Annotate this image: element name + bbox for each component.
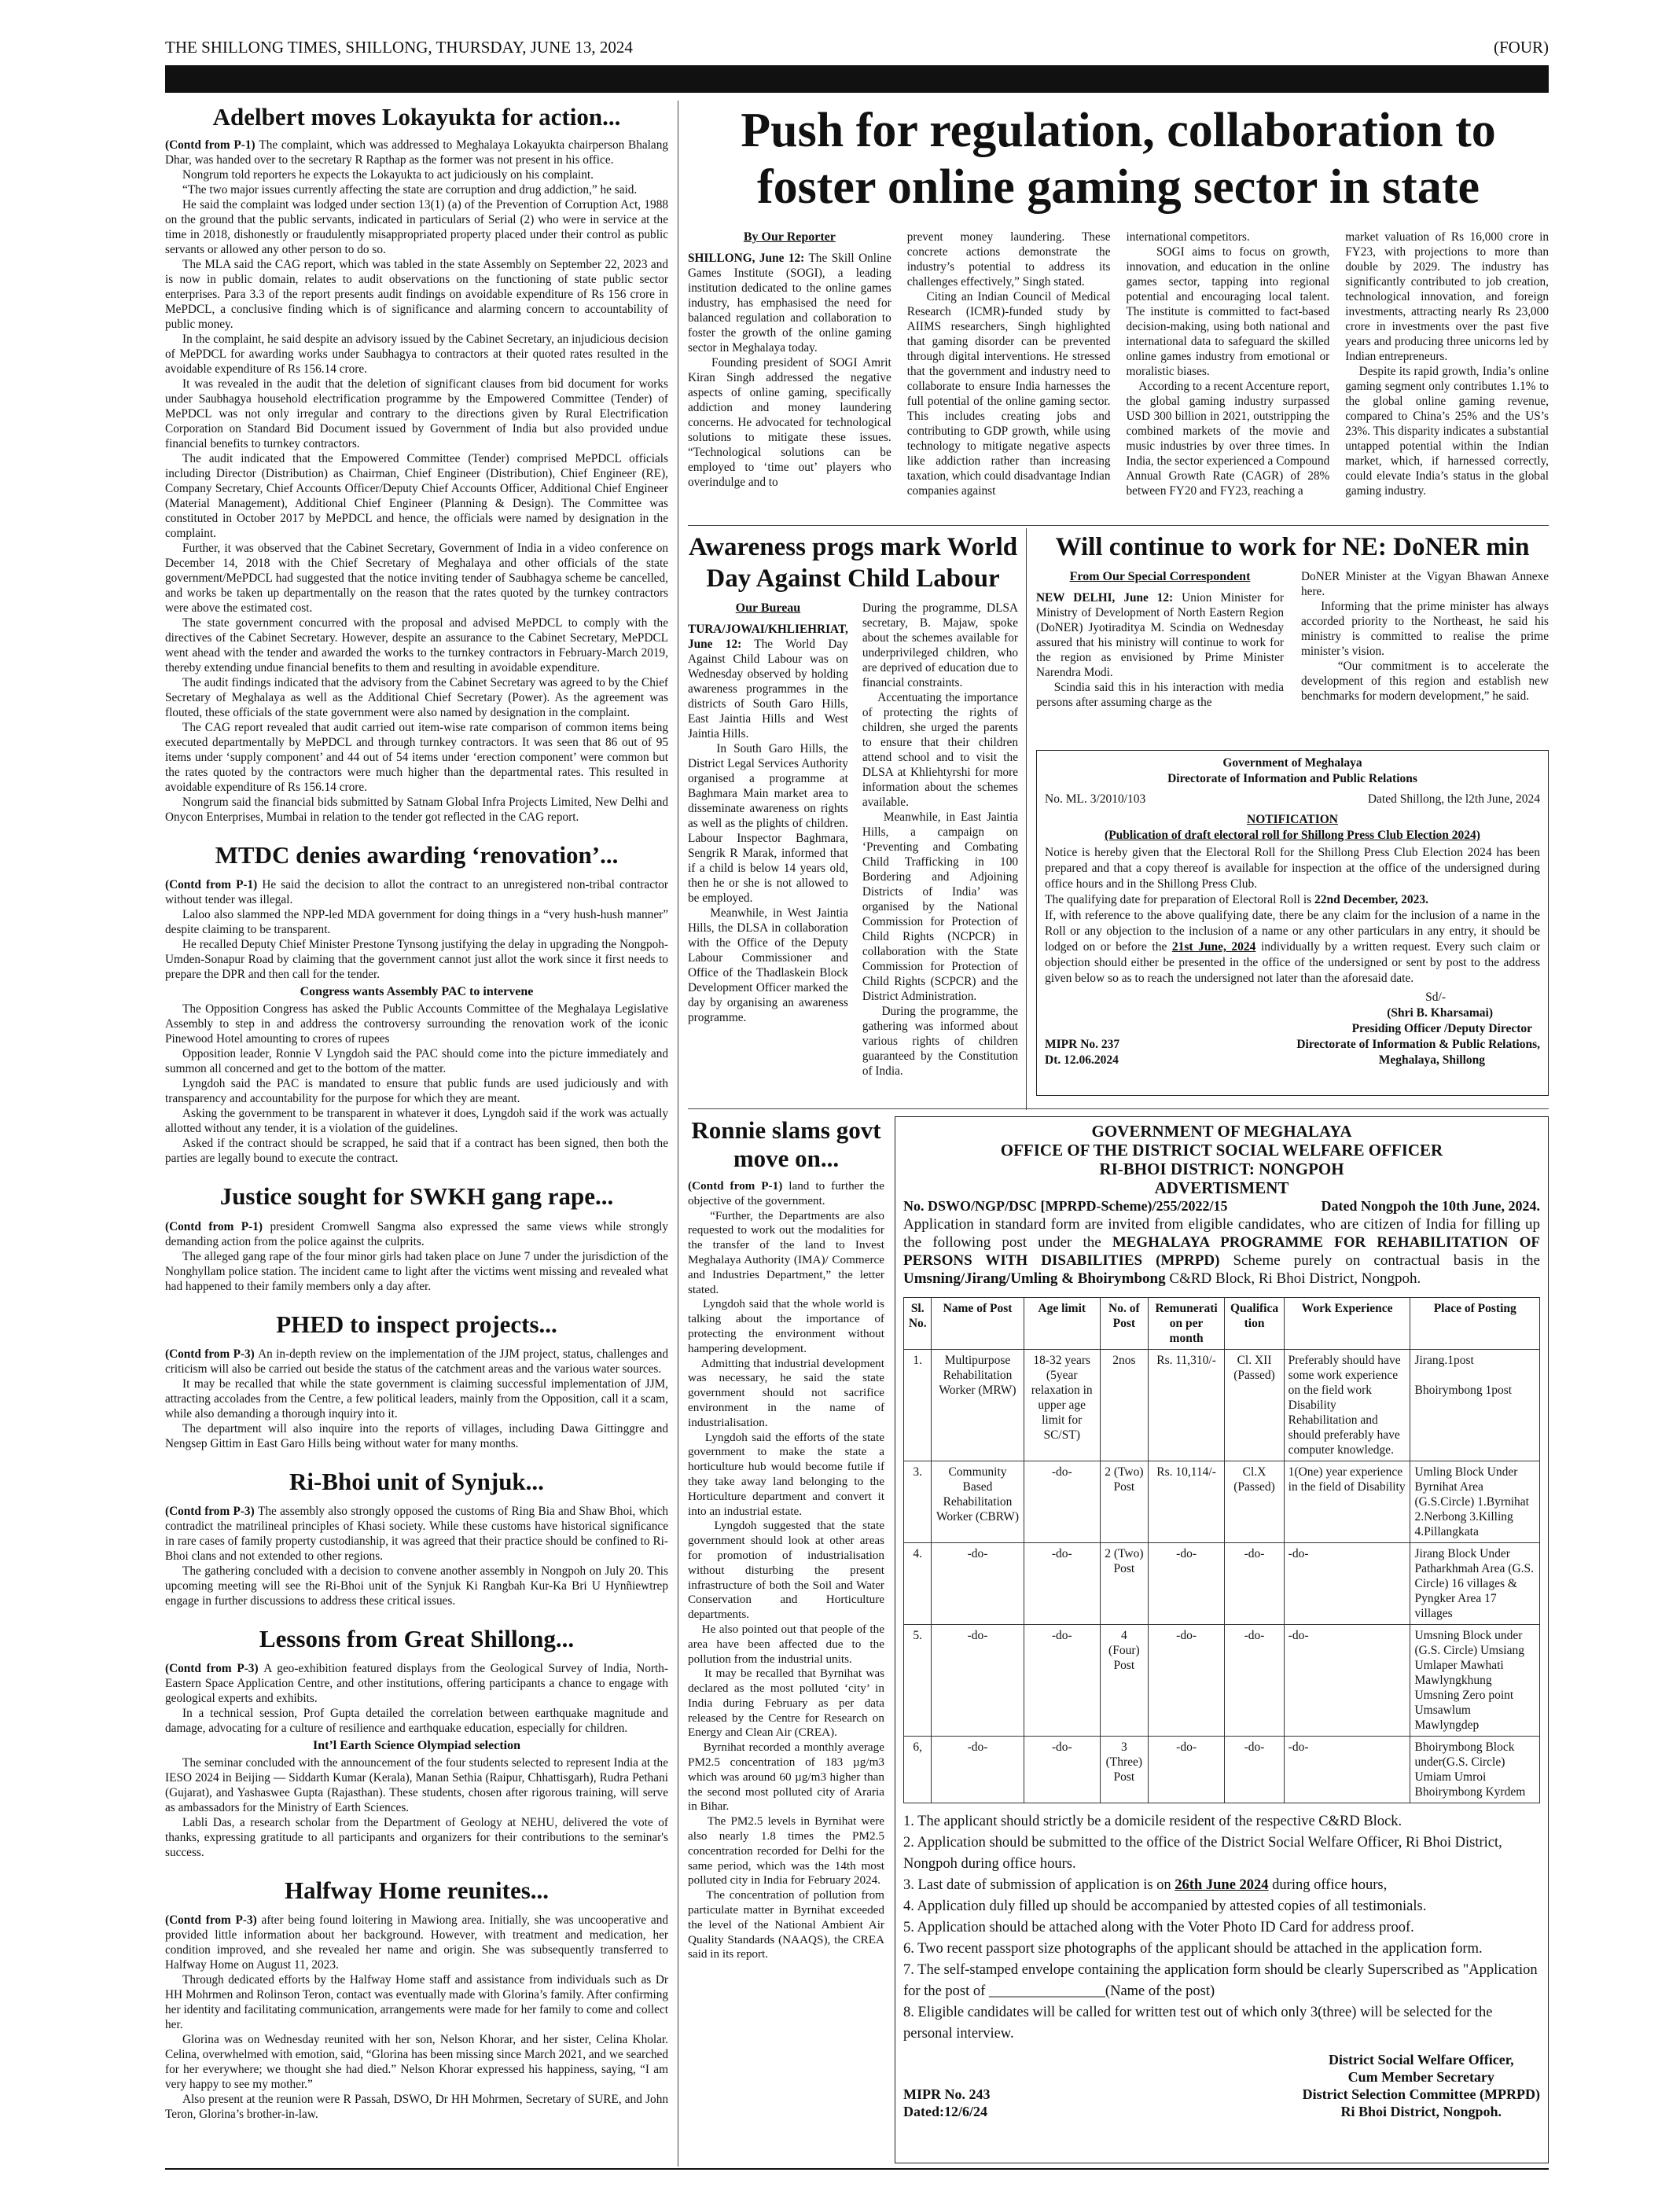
table-cell: 6, [904, 1737, 932, 1803]
story-subheading: Int’l Earth Science Olympiad selection [313, 1739, 520, 1753]
notif-place: Meghalaya, Shillong [1378, 1053, 1485, 1067]
story-paragraph: Nongrum told reporters he expects the Lokayukta to act judiciously on his complaint. [182, 168, 594, 182]
condition-item: 6. Two recent passport size photographs of the applicant should be attached in the application form. [903, 1941, 1483, 1957]
header-rule [165, 65, 1549, 93]
story-paragraph: The audit findings indicated that the advisory from the Cabinet Secretary was agreed to by the Chief Secretary of Meghalaya as well as the Additional Chief Secretary (Power). As the agreement was flouted, these officials of the state government were also named by designation in the complaint. [165, 676, 668, 720]
story-paragraph: In the complaint, he said despite an advisory issued by the Cabinet Secretary, an injudicious decision of MePDCL for awarding works under Saubhagya to contractors at their quoted rates resulted in the avoidable expenditure of Rs 156.14 crore. [165, 333, 668, 377]
story-paragraph: Asking the government to be transparent in whatever it does, Lyngdoh said if the work was actually allotted without any tender, it is a violation of the guidelines. [165, 1107, 668, 1136]
table-cell: -do- [1148, 1543, 1225, 1625]
table-cell: 1(One) year experience in the field of Disability [1284, 1461, 1410, 1543]
story-paragraph: The CAG report revealed that audit carried out item-wise rate comparison of common items being executed departmentally by MePDCL and through turnkey contractors. It was seen that 86 out of 95 items under ‘supply component’ and 44 out of 54 items under ‘erection component’ were common but the rates quoted by the contractors were much higher than the departmental rates. This resulted in avoidable expenditure of Rs 156.14 crore. [165, 721, 668, 795]
story-paragraph: In a technical session, Prof Gupta detailed the correlation between earthquake magnitude and damage, advocating for a culture of resilience and earthquake education, especially for children. [165, 1707, 668, 1736]
table-row [904, 1461, 1540, 1543]
story-paragraph: (Contd from P-3) The assembly also strongly opposed the customs of Ring Bia and Shaw Bhoi, which contradict the matrilineal principles of Khasi society. While these customs have historical significance in rare cases of family property custodianship, it was agreed that their practice should be confined to Ri-Bhoi clans and not extended to other regions. [165, 1504, 668, 1563]
adv-signer-role: Cum Member Secretary [1347, 2069, 1494, 2085]
table-cell: Cl. XII (Passed) [1225, 1350, 1284, 1461]
notif-body: Notice is hereby given that the Electoral Roll for the Shillong Press Club Election 2024 has been prepared and that a copy thereof is available for inspection at the office of the undersigned during office hours and in the Shillong Press Club. The qualifying date for preparation of Electoral Roll is 22nd December, 2023. If, with reference to the above qualifying date, there be any claim for the inclusion of a name in the Roll or any objection to the inclusion of a name or any other particulars in any entry, it should be lodged on or before the 21st June, 2024 individually by a written request. Every such claim or objection should either be presented in the office of the undersigned or sent by post to the address given below so as to reach the undersigned not later than the aforesaid date. [1045, 846, 1540, 985]
table-cell: -do- [932, 1625, 1024, 1737]
story-paragraph: The MLA said the CAG report, which was tabled in the state Assembly on September 22, 2023 and is now in public domain, relates to audit observations on the functioning of state public sector enterprises. Para 3.3 of the report presents audit findings on avoidable expenditure of Rs 156 crore in MePDCL, a conclusive finding which is of significance and alarming concern to accountability of public money. [165, 258, 668, 332]
story-headline: Ri-Bhoi unit of Synjuk... [289, 1467, 544, 1495]
adv-number: No. DSWO/NGP/DSC [MPRPD-Scheme)/255/2022/15 [903, 1198, 1228, 1214]
notif-heading: NOTIFICATION [1247, 813, 1338, 826]
adv-signer-place: Ri Bhoi District, Nongpoh. [1340, 2104, 1502, 2119]
table-header-cell: Name of Post [932, 1298, 1024, 1350]
text-column [1127, 230, 1330, 498]
story-paragraph: It was revealed in the audit that the deletion of significant clauses from bid document for works under Saubhagya household electrification programme by the Empowered Committee (Tender) of MePDCL was not only irregular and contrary to the directions given by Rural Electrification Corporation on Standard Bid Document issued by Government of India but also provided undue financial benefits to turnkey contractors. [165, 377, 668, 451]
notif-gov: Government of Meghalaya [1222, 756, 1362, 770]
adv-signer-committee: District Selection Committee (MPRPD) [1302, 2086, 1540, 2102]
child-labour-story [688, 531, 1018, 1079]
table-cell: 1. [904, 1350, 932, 1461]
story-paragraph: (Contd from P-1) He said the decision to allot the contract to an unregistered non-tribal contractor without tender was illegal. [165, 878, 668, 907]
story-paragraph: The state government concurred with the proposal and advised MePDCL to comply with the directives of the Cabinet Secretary. However, despite an assurance to the Cabinet Secretary, MePDCL went ahead with the tender and awarded the works to the turnkey contractors in February-March 2019, thereby extending undue financial benefits to them and resulting in avoidable expenditure. [165, 616, 668, 675]
story-headline: Halfway Home reunites... [284, 1876, 550, 1905]
column-text: DoNER Minister at the Vigyan Bhawan Annexe here. Informing that the prime minister has always accorded priority to the Northeast, he said his ministry is committed to realise the prime minister’s vision. “Our commitment is to accelerate the development of this region and establish new benchmarks for modern development,” he said. [1301, 570, 1549, 703]
table-header-cell: Remunerati on per month [1148, 1298, 1225, 1350]
text-column [1345, 230, 1549, 498]
story-paragraph: Through dedicated efforts by the Halfway Home staff and assistance from individuals such as Dr HH Mohrmen and Rolinson Teron, contact was eventually made with Glorina’s family. After confirming her identity and facilitating communication, arrangements were made for her family to come and collect her. [165, 1973, 668, 2032]
story-paragraph: The seminar concluded with the announcement of the four students selected to represent India at the IESO 2024 in Beijing — Siddarth Kumar (Kerala), Manan Sethia (Raipur, Chhattisgarh), Rudra Pethani (Gujarat), and Yashaswee Gupta (Rajasthan). These students, chosen after rigorous training, will serve as ambassadors for the Ministry of Earth Sciences. [165, 1756, 668, 1815]
story-paragraph: (Contd from P-1) president Cromwell Sangma also expressed the same views while strongly demanding action from the police against the culprits. [165, 1219, 668, 1248]
lead-body [688, 230, 1549, 498]
table-cell: -do- [1284, 1543, 1410, 1625]
footer-rule [165, 2168, 1549, 2170]
section-rule [688, 525, 1549, 526]
table-cell: -do- [1225, 1737, 1284, 1803]
condition-item: 8. Eligible candidates will be called for written test out of which only 3(three) will be selected for the personal interview. [903, 2005, 1493, 2042]
table-cell: Multipurpose Rehabilitation Worker (MRW) [932, 1350, 1024, 1461]
doner-body [1036, 569, 1549, 710]
adv-office: OFFICE OF THE DISTRICT SOCIAL WELFARE OFFICER [1000, 1141, 1443, 1160]
section-rule [688, 1108, 1549, 1109]
table-cell: 5. [904, 1625, 932, 1737]
story-paragraph: Labli Das, a research scholar from the Department of Geology at NEHU, delivered the vote of thanks, expressing gratitude to all participants and organizers for their contributions to the seminar's success. [165, 1816, 668, 1860]
table-row [904, 1737, 1540, 1803]
table-cell: Jirang Block Under Patharkhmah Area (G.S. Circle) 16 villages & Pyngker Area 17 villages [1410, 1543, 1540, 1625]
table-header-cell: Sl. No. [904, 1298, 932, 1350]
story-paragraph: Glorina was on Wednesday reunited with her son, Nelson Khorar, and her sister, Celina Kholar. Celina, overwhelmed with emotion, said, “Glorina has been missing since March 2021, and we searched for her everywhere; we thought she had died.” Nelson Khorar expressed his happiness, saying, “I am very happy to see my mother.” [165, 2033, 668, 2092]
column-text: prevent money laundering. These concrete actions demonstrate the industry’s potential to address its challenges effectively,” Singh stated. Citing an Indian Council of Medical Research (ICMR)-funded study by AIIMS researchers, Singh highlighted that gaming disorder can be prevented through digital interventions. He stressed that the government and industry need to collaborate to ensure India harnesses the full potential of the online gaming sector. This includes creating jobs and contributing to GDP growth, while using technology to mitigate negative aspects like addiction rather than increasing taxation, which could disadvantage Indian companies against [906, 230, 1111, 498]
condition-item: 5. Application should be attached along with the Voter Photo ID Card for address proof. [903, 1920, 1414, 1935]
child-labour-headline: Awareness progs mark World Day Against Child Labour [688, 533, 1018, 593]
table-cell: Community Based Rehabilitation Worker (CBRW) [932, 1461, 1024, 1543]
story-paragraph: The gathering concluded with a decision to convene another assembly in Nongpoh on July 20. This upcoming meeting will see the Ri-Bhoi unit of the Synjuk Ki Rangbah Kur-Ka Bri U Hynñiewtrep engage in further discussions to address these critical issues. [165, 1564, 668, 1608]
contd-label: (Contd from P-3) [165, 1662, 264, 1676]
story-paragraph: He recalled Deputy Chief Minister Prestone Tynsong justifying the delay in upgrading the Nongpoh-Umden-Sonapur Road by claiming that the government cannot just allot the work since it first needs to prepare the DPR and then call for the tender. [165, 938, 668, 982]
story-paragraph: (Contd from P-1) The complaint, which was addressed to Meghalaya Lokayukta chairperson Bhalang Dhar, was handed over to the secretary R Rapthap as the former was not present in his office. [165, 138, 668, 167]
contd-label: (Contd from P-3) [165, 1504, 258, 1518]
table-cell: -do- [1024, 1543, 1100, 1625]
adv-title: ADVERTISMENT [1154, 1178, 1289, 1197]
lead-story [688, 102, 1549, 498]
byline: Our Bureau [735, 601, 801, 615]
contd-label: (Contd from P-3) [165, 1347, 259, 1361]
story-headline: Lessons from Great Shillong... [259, 1624, 575, 1652]
table-cell: 3 (Three) Post [1100, 1737, 1148, 1803]
story-paragraph: The audit indicated that the Empowered Committee (Tender) comprised MePDCL officials including Director (Distribution) as Chairman, Chief Engineer (Distribution), Chief Engineer (RE), Company Secretary, Chief Accounts Officer/Deputy Chief Accounts Officer, Additional Chief Engineer (Material Management), Additional Chief Engineer (Planning & Design). The Committee was constituted in October 2017 by MePDCL and hence, the officials were named by designation in the complaint. [165, 452, 668, 541]
lead-headline: Push for regulation, collaboration to foster online gaming sector in state [741, 104, 1496, 214]
condition-item: 4. Application duly filled up should be accompanied by attested copies of all testimonials. [903, 1898, 1427, 1914]
notif-subheading: (Publication of draft electoral roll for Shillong Press Club Election 2024) [1105, 829, 1480, 842]
table-cell: Umsning Block under (G.S. Circle) Umsiang Umlaper Mawhati Mawlyngkhung Umsning Zero point Umsawlum Mawlyngdep [1410, 1625, 1540, 1737]
story-headline: PHED to inspect projects... [276, 1310, 557, 1338]
table-header-cell: Place of Posting [1410, 1298, 1540, 1350]
story-paragraph: Asked if the contract should be scrapped, he said that if a contract has been signed, then both the parties are legally bound to execute the contract. [165, 1137, 668, 1166]
doner-headline: Will continue to work for NE: DoNER min [1055, 533, 1530, 561]
table-row [904, 1543, 1540, 1625]
table-cell: -do- [1225, 1543, 1284, 1625]
table-header-cell: No. of Post [1100, 1298, 1148, 1350]
table-cell: -do- [1284, 1625, 1410, 1737]
ronnie-headline: Ronnie slams govt move on... [691, 1116, 881, 1172]
story-paragraph: He said the complaint was lodged under section 13(1) (a) of the Prevention of Corruption Act, 1988 on the ground that the public servants, indicated in particulars of Serial (2) who were in service at the time in 2018, dishonestly or fraudulently misappropriated property placed under their control as public servants or allowed any other person to do so. [165, 198, 668, 257]
story-paragraph: Lyngdoh said the PAC is mandated to ensure that public funds are used judiciously and with transparency and accountability for the purpose for which they are meant. [165, 1077, 668, 1106]
contd-label: (Contd from P-1) [165, 878, 263, 892]
adv-district: RI-BHOI DISTRICT: NONGPOH [1099, 1160, 1344, 1178]
page-number: (FOUR) [1493, 37, 1549, 57]
table-cell: -do- [932, 1543, 1024, 1625]
contd-label: (Contd from P-1) [165, 138, 259, 153]
text-column [862, 601, 1018, 1079]
byline: From Our Special Correspondent [1069, 570, 1251, 583]
table-header-row [904, 1298, 1540, 1350]
table-cell: -do- [1148, 1625, 1225, 1737]
ronnie-body: (Contd from P-1) land to further the objective of the government. “Further, the Departments are also requested to work out the modalities for the transfer of the land to Invest Meghalaya Authority (IMA)/ Commerce and Industries Department,” the letter stated. Lyngdoh said that the whole world is talking about the importance of protecting the environment without hampering development. Admitting that industrial development was necessary, he said the state government should not sacrifice environment in the name of industrialisation. Lyngdoh said the efforts of the state government to make the state a horticulture hub would become futile if they take away land belonging to the Horticulture department and convert it into an industrial estate. Lyngdoh suggested that the state government should look at other areas for promotion of industrialisation without disturbing the present infrastructure of both the Soil and Water Conservation and Horticulture departments. He also pointed out that people of the area have been affected due to the pollution from the industrial units. It may be recalled that Byrnihat was declared as the most polluted ‘city’ in India during February as per data released by the Centre for Research on Energy and Clean Air (CREA). Byrnihat recorded a monthly average PM2.5 concentration of 183 µg/m3 which was around 60 µg/m3 higher than the second most polluted city of Araria in Bihar. The PM2.5 levels in Byrnihat were also nearly 1.8 times the PM2.5 concentration recorded for Delhi for the same period, which was the 14th most polluted city in India for February 2024. The concentration of pollution from particulate matter in Byrnihat exceeded the level of the National Ambient Air Quality Standards (NAAQS), the CREA said in its report. [688, 1179, 885, 1961]
story-paragraph: It may be recalled that while the state government is claiming successful implementation of JJM, attracting accolades from the Centre, a few political leaders, mainly from the Opposition, call it a scam, while also demanding a thorough inquiry into it. [165, 1377, 668, 1421]
table-cell: -do- [1225, 1625, 1284, 1737]
story-paragraph: (Contd from P-3) A geo-exhibition featured displays from the Geological Survey of India, North-Eastern Space Application Centre, and other institutions, offering participants a chance to engage with geological experts and exhibits. [165, 1662, 668, 1706]
text-column [1036, 569, 1284, 710]
table-cell: 2nos [1100, 1350, 1148, 1461]
child-labour-body [688, 601, 1018, 1079]
story-paragraph: The alleged gang rape of the four minor girls had taken place on June 7 under the jurisdiction of the Nonghyllam police station. The incident came to light after the victims went missing and revealed what had happened to their family members only a day after. [165, 1249, 668, 1293]
table-row [904, 1625, 1540, 1737]
notif-number: No. ML. 3/2010/103 [1045, 792, 1146, 806]
condition-item: 2. Application should be submitted to the office of the District Social Welfare Officer, Ri Bhoi District, Nongpoh during office hours. [903, 1835, 1502, 1872]
column-text: TURA/JOWAI/KHLIEHRIAT, June 12: The World Day Against Child Labour was on Wednesday observed by holding awareness programmes in the districts of South Garo Hills, East Jaintia Hills and West Jaintia Hills. In South Garo Hills, the District Legal Services Authority organised a programme at Baghmara Main market area to disseminate awareness on rights as well as the plights of children. Labour Inspector Baghmara, Sengrik R Marak, informed that if a child is below 14 years old, then he or she is not allowed to be employed. Meanwhile, in West Jaintia Hills, the DLSA in collaboration with the Office of the Deputy Labour Commissioner and Office of the Thadlaskein Block Development Officer marked the day by organising an awareness programme. [688, 623, 848, 1024]
column-text: NEW DELHI, June 12: Union Minister for Ministry of Development of North Eastern Region (DoNER) Jyotiraditya M. Scindia on Wednesday assured that his ministry will continue to work for the region as envisioned by Prime Minister Narendra Modi. Scindia said this in his interaction with media persons after assuming charge as the [1036, 591, 1285, 709]
story-subheading: Congress wants Assembly PAC to intervene [300, 985, 534, 999]
table-cell: 3. [904, 1461, 932, 1543]
text-column [907, 230, 1111, 498]
masthead-line: THE SHILLONG TIMES, SHILLONG, THURSDAY, JUNE 13, 2024 [165, 37, 633, 57]
story-paragraph: Laloo also slammed the NPP-led MDA government for doing things in a “very hush-hush manner” despite claiming to be transparent. [165, 908, 668, 937]
story-paragraph: Nongrum said the financial bids submitted by Satnam Global Infra Projects Limited, New Delhi and Onycon Enterprises, Mumbai in relation to the tender got reflected in the CAG report. [165, 796, 668, 825]
condition-item: 7. The self-stamped envelope containing the application form should be clearly Superscribed as "Application for the post of ________________(Name of the post) [903, 1962, 1538, 1999]
table-cell: Preferably should have some work experience on the field work Disability Rehabilitation and should preferably have computer knowledge. [1284, 1350, 1410, 1461]
table-header-cell: Work Experience [1284, 1298, 1410, 1350]
adv-intro: Application in standard form are invited from eligible candidates, who are citizen of India for filling up the following post under the MEGHALAYA PROGRAMME FOR REHABILITATION OF PERSONS WITH DISABILITIES (MPRPD) Scheme purely on contractual basis in the Umsning/Jirang/Umling & Bhoirymbong C&RD Block, Ri Bhoi District, Nongpoh. [903, 1216, 1540, 1287]
adv-signer-title: District Social Welfare Officer, [1329, 2052, 1514, 2068]
notif-role: Presiding Officer /Deputy Director [1351, 1022, 1532, 1035]
notif-date: Dated Shillong, the l2th June, 2024 [1367, 792, 1540, 806]
table-cell: -do- [932, 1737, 1024, 1803]
column-text: market valuation of Rs 16,000 crore in FY23, with projections to more than double by 2029. The industry has significantly contributed to job creation, technological innovation, and foreign investments, attracting nearly Rs 23,000 crore in investments over the past five years and producing three unicorns led by Indian entrepreneurs. Despite its rapid growth, India’s online gaming segment only contributes 1.1% to the global online gaming revenue, compared to China’s 25% and the US’s 23%. This disparity indicates a substantial untapped potential within the Indian market, which, if harnessed correctly, could elevate India’s status in the global gaming industry. [1345, 230, 1549, 498]
story-headline: MTDC denies awarding ‘renovation’... [215, 841, 619, 869]
table-header-cell: Age limit [1024, 1298, 1100, 1350]
notif-office: Directorate of Information & Public Relations, [1296, 1038, 1540, 1051]
column-text: During the programme, DLSA secretary, B. Majaw, spoke about the schemes available for underprivileged children, who are deprived of education due to financial constraints. Accentuating the importance of protecting the rights of children, she urged the parents to ensure that their children attend school and to visit the DLSA at Khliehtyrshi for more information about the schemes available. Meanwhile, in East Jaintia Hills, a campaign on ‘Preventing and Combating Child Trafficking in 100 Bordering and Adjoining Districts of India’ was organised by the National Commission for Protection of Child Rights (NCPCR) in collaboration with the State Commission for Protection of Child Rights (SCPCR) and the District Administration. During the programme, the gathering was informed about various rights of children guaranteed by the Constitution of India. [862, 601, 1018, 1078]
page-header [165, 35, 1549, 59]
left-column [165, 102, 668, 2122]
adv-mipr: MIPR No. 243 [903, 2086, 991, 2102]
story-paragraph: The Opposition Congress has asked the Public Accounts Committee of the Meghalaya Legislative Assembly to step in and address the controversy surrounding the renovation work of the iconic Pinewood Hotel amounting to crores of rupees [165, 1002, 668, 1046]
table-header-cell: Qualifica tion [1225, 1298, 1284, 1350]
notif-sd: Sd/- [1425, 991, 1446, 1004]
story-paragraph: “The two major issues currently affecting the state are corruption and drug addiction,” he said. [182, 183, 638, 197]
notif-dir: Directorate of Information and Public Relations [1167, 772, 1417, 785]
table-cell: 4 (Four) Post [1100, 1625, 1148, 1737]
ronnie-story [688, 1116, 884, 1962]
table-cell: 18-32 years (5year relaxation in upper age limit for SC/ST) [1024, 1350, 1100, 1461]
byline: By Our Reporter [743, 230, 836, 244]
table-cell: -do- [1024, 1737, 1100, 1803]
adv-gov: GOVERNMENT OF MEGHALAYA [1091, 1122, 1352, 1141]
adv-mipr-date: Dated:12/6/24 [903, 2104, 987, 2119]
posts-table [903, 1297, 1540, 1803]
text-column [1301, 569, 1549, 710]
story-paragraph: Also present at the reunion were R Passah, DSWO, Dr HH Mohrmen, Secretary of SURE, and John Teron, Glorina’s brother-in-law. [165, 2093, 668, 2122]
notification-box [1036, 750, 1549, 1096]
column-divider [1026, 528, 1027, 1110]
condition-item: 3. Last date of submission of application is on 26th June 2024 during office hours, [903, 1877, 1388, 1893]
table-cell: Bhoirymbong Block under(G.S. Circle) Umiam Umroi Bhoirymbong Kyrdem [1410, 1737, 1540, 1803]
table-cell: Cl.X (Passed) [1225, 1461, 1284, 1543]
contd-label: (Contd from P-1) [165, 1219, 270, 1233]
notif-mipr-date: Dt. 12.06.2024 [1045, 1053, 1119, 1067]
adv-date: Dated Nongpoh the 10th June, 2024. [1321, 1198, 1540, 1214]
table-cell: -do- [1024, 1625, 1100, 1737]
text-column [688, 601, 848, 1079]
table-cell: -do- [1024, 1461, 1100, 1543]
table-cell: Umling Block Under Byrnihat Area (G.S.Circle) 1.Byrnihat 2.Nerbong 3.Killing 4.Pillangkata [1410, 1461, 1540, 1543]
condition-item: 1. The applicant should strictly be a domicile resident of the respective C&RD Block. [903, 1814, 1402, 1829]
advertisement-box [895, 1116, 1549, 2163]
story-headline: Justice sought for SWKH gang rape... [219, 1182, 614, 1211]
column-text: international competitors. SOGI aims to focus on growth, innovation, and education in the online games sector, tapping into regional potential and encouraging local talent. The institute is committed to fact-based decision-making, using both national and international data to safeguard the skilled online games industry from emotional or moralistic biases. According to a recent Accenture report, the global gaming industry surpassed USD 300 billion in 2021, outstripping the combined markets of the movie and music industries by over three times. In India, the sector experienced a Compound Annual Growth Rate (CAGR) of 28% between FY20 and FY23, reaching a [1126, 230, 1330, 498]
table-cell: Rs. 10,114/- [1148, 1461, 1225, 1543]
table-row [904, 1350, 1540, 1461]
contd-label: (Contd from P-3) [165, 1913, 262, 1928]
column-text: SHILLONG, June 12: The Skill Online Games Institute (SOGI), a leading institution dedicated to the online games industry, has emphasised the need for balanced regulation and collaboration to foster the growth of the online gaming sector in Meghalaya today. Founding president of SOGI Amrit Kiran Singh addressed the negative aspects of online gaming, specifically addiction and money laundering concerns. He advocated for technological solutions to mitigate these issues. “Technological solutions can be employed to ‘time out’ players who overindulge and to [688, 252, 891, 489]
table-cell: 2 (Two) Post [1100, 1543, 1148, 1625]
table-cell: -do- [1284, 1737, 1410, 1803]
adv-conditions [903, 1811, 1540, 2045]
table-cell: -do- [1148, 1737, 1225, 1803]
table-cell: Rs. 11,310/- [1148, 1350, 1225, 1461]
story-paragraph: The department will also inquire into the reports of villages, including Dawa Gittinggre and Nengsep Gittim in East Garo Hills being without water for many months. [165, 1421, 668, 1450]
table-cell: 4. [904, 1543, 932, 1625]
table-cell: 2 (Two) Post [1100, 1461, 1148, 1543]
text-column [688, 230, 891, 498]
story-paragraph: (Contd from P-3) after being found loitering in Mawiong area. Initially, she was uncooperative and provided little information about her background. However, with treatment and medication, her condition improved, and she revealed her name and origin. She was subsequently transferred to Halfway Home on August 11, 2023. [165, 1913, 668, 1972]
story-paragraph: (Contd from P-3) An in-depth review on the implementation of the JJM project, status, challenges and criticism will also be carried out beside the status of the catchment areas and the various water sources. [165, 1347, 668, 1376]
story-paragraph: Further, it was observed that the Cabinet Secretary, Government of India in a video conference on December 14, 2018 with the Chief Secretary of Meghalaya and other officials of the state government/MePDCL had suggested that the notice inviting tender of Saubhagya scheme be cancelled, and works be taken up departmentally on the reason that the rates quoted by the turnkey contractors were above the estimated cost. [165, 542, 668, 616]
notif-signer: (Shri B. Kharsamai) [1387, 1006, 1493, 1020]
table-cell: Jirang.1post Bhoirymbong 1post [1410, 1350, 1540, 1461]
story-paragraph: Opposition leader, Ronnie V Lyngdoh said the PAC should come into the picture immediately and summon all concerned and get to the bottom of the matter. [165, 1047, 668, 1076]
notif-mipr: MIPR No. 237 [1045, 1038, 1120, 1051]
doner-story [1036, 531, 1549, 710]
story-headline: Adelbert moves Lokayukta for action... [212, 103, 621, 130]
